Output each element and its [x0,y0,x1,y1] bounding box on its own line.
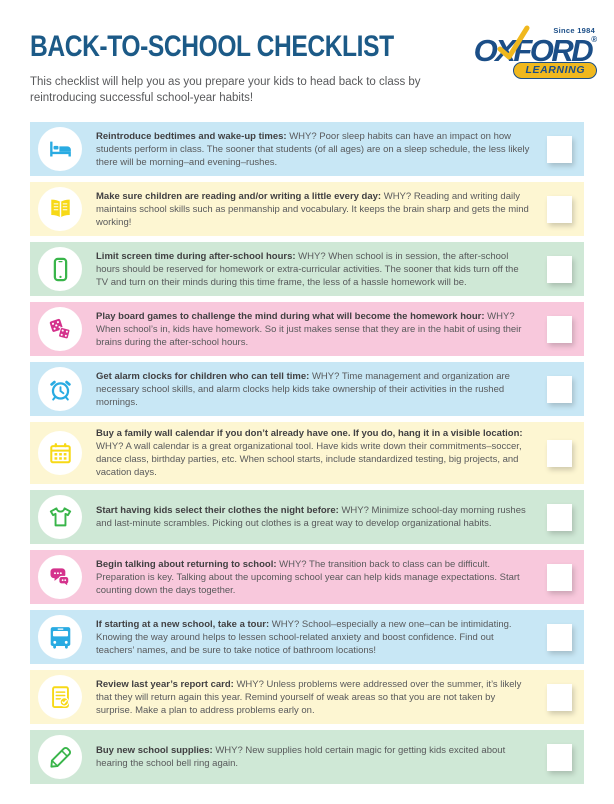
icon-circle [38,307,82,351]
checkbox[interactable] [547,316,572,343]
icon-circle [38,127,82,171]
checklist-item [30,182,584,236]
school-bus-icon [47,624,74,651]
header-text-block [30,24,474,106]
checklist-item [30,670,584,724]
checkbox[interactable] [547,376,572,403]
registered-mark: ® [591,35,598,44]
checkbox[interactable] [547,136,572,163]
page-title: BACK-TO-SCHOOL CHECKLIST [30,30,394,63]
header [30,24,598,106]
checklist-item-text: Play board games to challenge the mind during what will become the homework hour: WHY? When school’s in, kids have homework. So it just makes sense that they are in the habit of using their brains during the after-school hours. [96,310,522,348]
checkbox[interactable] [547,744,572,771]
checkbox[interactable] [547,256,572,283]
smartphone-icon [47,256,74,283]
checklist-item [30,122,584,176]
checkbox[interactable] [547,196,572,223]
icon-circle [38,187,82,231]
icon-circle [38,495,82,539]
checklist [30,122,584,784]
page-subtitle: This checklist will help you as you prepare your kids to head back to class by reintroducing successful school-year habits! [30,76,421,105]
dice-icon [47,316,74,343]
icon-circle [38,367,82,411]
checklist-item-text: Buy new school supplies: WHY? New supplies hold certain magic for getting kids excited about hearing the school bell ring again. [96,745,506,770]
checklist-item-text: Review last year’s report card: WHY? Unless problems were addressed over the summer, it’s likely that they will return again this year. Remind yourself of weak areas so that you are not taken by surprise. Make a plan to address problems early on. [96,678,522,716]
speech-bubbles-icon [47,564,74,591]
icon-circle [38,675,82,719]
checklist-item-text: Buy a family wall calendar if you don’t already have one. If you do, hang it in a visible location: WHY? A wall calendar is a great organizational tool. Have kids write down their commitments–soccer, dance class, birthday parties, etc. When school starts, include standardized testing, big projects, and vacation days. [96,428,523,479]
checklist-item [30,490,584,544]
checklist-item [30,302,584,356]
checklist-item-text: Start having kids select their clothes the night before: WHY? Minimize school-day morning rushes and last-minute scrambles. Picking out clothes is a great way to develop organizational habits. [96,505,526,530]
report-card-icon [47,684,74,711]
alarm-clock-icon [47,376,74,403]
checkbox[interactable] [547,440,572,467]
logo-brand-text: OXFORD® [474,36,600,65]
bed-icon [47,136,74,163]
icon-circle [38,555,82,599]
checklist-item-text: Begin talking about returning to school: WHY? The transition back to class can be difficult. Preparation is key. Talking about the upcoming school year can help kids manage expectations. Start counting down the days together. [96,558,520,596]
checklist-item [30,422,584,484]
checklist-item-text: Reintroduce bedtimes and wake-up times: WHY? Poor sleep habits can have an impact on how students perform in class. The sooner that students (of all ages) are on a sleep schedule, the less likely there will be morning–and evening–rushes. [96,130,530,168]
checklist-item [30,610,584,664]
icon-circle [38,247,82,291]
tshirt-icon [47,504,74,531]
icon-circle [38,431,82,475]
logo-tagline: Since 1984 [553,26,596,35]
checkbox[interactable] [547,624,572,651]
icon-circle [38,735,82,779]
checklist-item [30,362,584,416]
oxford-learning-logo [474,24,600,79]
pencil-icon [47,744,74,771]
checklist-item [30,242,584,296]
checkbox[interactable] [547,504,572,531]
checklist-item-text: Make sure children are reading and/or writing a little every day: WHY? Reading and writing daily maintains school skills such as penmanship and vocabulary. It keeps the brain sharp and gets the mind working! [96,190,529,228]
checklist-item-text: If starting at a new school, take a tour: WHY? School–especially a new one–can be intimidating. Knowing the way around helps to lessen school-related anxiety and boost confidence. Find out teachers’ names, and be sure to take notice of bathroom locations! [96,618,512,656]
open-book-icon [47,196,74,223]
checkbox[interactable] [547,684,572,711]
checklist-item-text: Limit screen time during after-school hours: WHY? When school is in session, the after-school hours should be reserved for homework or extra-curricular activities. The sooner that kids turn off the TV and turn on their minds during this time frame, the less of a hassle homework will be. [96,250,519,288]
checkbox[interactable] [547,564,572,591]
checklist-item [30,550,584,604]
checklist-item-text: Get alarm clocks for children who can tell time: WHY? Time management and organization are necessary school skills, and alarm clocks help kids take ownership of their activities in the rushed mornings. [96,370,510,408]
calendar-icon [47,440,74,467]
icon-circle [38,615,82,659]
checklist-item [30,730,584,784]
logo-subbrand: LEARNING [513,62,597,79]
